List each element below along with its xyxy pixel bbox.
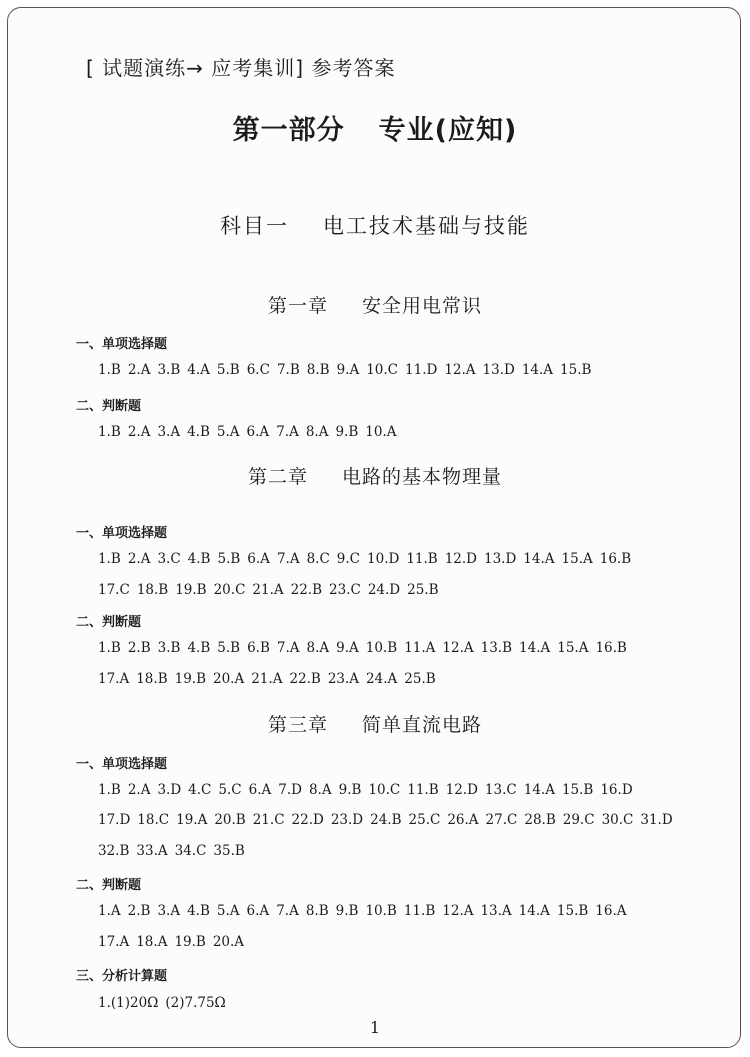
answer-item: 18.B (136, 582, 169, 598)
answer-item: 21.A (251, 671, 283, 687)
answer-item: 6.A (248, 782, 272, 798)
answer-item: 9.A (336, 362, 360, 378)
answer-item: 23.D (330, 812, 364, 828)
answer-item: 28.B (524, 812, 556, 828)
answer-item: 33.A (136, 843, 168, 859)
answer-item: 13.D (484, 551, 517, 567)
bracket-open: [ (86, 56, 95, 80)
answer-item: 19.B (174, 934, 206, 950)
answer-row (98, 671, 443, 687)
answer-item: 18.C (137, 812, 170, 828)
answer-item: 20.C (213, 582, 246, 598)
answer-item: 11.B (403, 903, 436, 919)
answer-item: 7.D (278, 782, 302, 798)
answer-item: 32.B (98, 843, 130, 859)
answer-row (98, 424, 404, 440)
document-page (7, 7, 741, 1048)
answer-item: 12.A (442, 903, 474, 919)
answer-item: 10.A (365, 424, 397, 440)
answer-item: 10.D (367, 551, 400, 567)
answer-item: 9.A (336, 640, 359, 656)
arrow-icon: → (186, 56, 204, 80)
answer-item: 4.A (187, 362, 210, 378)
answer-item: 14.A (519, 640, 551, 656)
answer-item: 1.B (98, 782, 121, 798)
answer-item: 20.B (214, 812, 246, 828)
answer-item: 8.B (305, 903, 329, 919)
answer-item: 10.B (365, 903, 397, 919)
chapter-title: 第三章 简单直流电路 (267, 714, 483, 736)
answer-item: 4.C (188, 782, 212, 798)
answer-item: 11.B (407, 782, 439, 798)
answer-item: 15.A (557, 640, 589, 656)
answer-item: 24.D (367, 582, 401, 598)
answer-item: 16.A (595, 903, 627, 919)
answer-item: 19.B (174, 671, 206, 687)
answer-item: 3.B (157, 362, 181, 378)
answer-row (98, 782, 640, 798)
answer-item: 14.A (523, 551, 555, 567)
answer-item: 20.A (212, 934, 245, 950)
part-title: 第一部分 专业(应知) (232, 115, 518, 146)
answer-row (98, 582, 446, 598)
answer-item: 17.A (98, 671, 130, 687)
answer-item: 13.D (482, 362, 515, 378)
answer-item: 18.B (136, 671, 168, 687)
chapter-title: 第一章 安全用电常识 (267, 295, 483, 317)
answer-item: 19.B (175, 582, 207, 598)
answer-item: 22.D (291, 812, 324, 828)
answer-item: 15.B (561, 782, 594, 798)
answer-item: 5.C (218, 782, 242, 798)
answer-item: 8.A (306, 640, 330, 656)
answer-item: 2.B (127, 640, 151, 656)
answer-item: 4.B (187, 424, 210, 440)
answer-item: 6.A (246, 424, 270, 440)
chapter-title: 第二章 电路的基本物理量 (247, 466, 503, 488)
answer-item: 9.B (335, 903, 359, 919)
answer-item: 1.A (98, 903, 121, 919)
answer-item: 23.A (327, 671, 360, 687)
answer-item: 15.B (556, 903, 589, 919)
answer-item: 15.A (561, 551, 593, 567)
answer-item: 7.A (276, 424, 299, 440)
answer-item: 9.B (338, 782, 362, 798)
answer-item: 24.A (366, 671, 398, 687)
answer-item: 8.C (306, 551, 330, 567)
answer-item: 14.A (518, 903, 550, 919)
answer-item: 1.B (98, 640, 121, 656)
section-label: 一、单项选择题 (76, 337, 168, 352)
answer-item: 13.C (484, 782, 517, 798)
answer-item: 2.A (127, 424, 151, 440)
answer-item: 8.B (306, 362, 330, 378)
answer-item: 1.B (98, 362, 121, 378)
header-suffix: 参考答案 (311, 56, 396, 80)
answer-item: 16.D (600, 782, 633, 798)
answer-item: 7.A (276, 551, 300, 567)
answer-row (98, 362, 598, 378)
header-line (86, 52, 395, 81)
answer-item: (2)7.75Ω (165, 995, 226, 1011)
answer-item: 20.A (213, 671, 245, 687)
answer-item: 13.B (480, 640, 513, 656)
answer-item: 12.A (444, 362, 476, 378)
answer-item: 6.B (247, 640, 270, 656)
answer-item: 10.C (368, 782, 401, 798)
section-label: 二、判断题 (76, 399, 142, 414)
answer-item: 4.B (187, 551, 211, 567)
answer-item: 17.A (98, 934, 130, 950)
answer-item: 5.A (216, 903, 240, 919)
answer-item: 14.A (521, 362, 554, 378)
answer-row (98, 551, 638, 567)
section-label: 一、单项选择题 (76, 757, 168, 772)
answer-item: 5.A (216, 424, 240, 440)
answer-row (98, 934, 251, 950)
answer-item: 2.A (127, 551, 151, 567)
answer-item: 12.A (442, 640, 474, 656)
answer-item: 5.B (217, 640, 241, 656)
answer-item: 1.B (98, 551, 121, 567)
answer-item: 27.C (485, 812, 518, 828)
answer-item: 10.C (366, 362, 399, 378)
answer-item: 22.B (289, 671, 321, 687)
answer-item: 25.B (404, 671, 436, 687)
answer-item: 21.A (252, 582, 284, 598)
answer-item: 17.C (98, 582, 130, 598)
answer-item: 14.A (523, 782, 555, 798)
answer-item: 10.B (365, 640, 398, 656)
answer-row (98, 995, 233, 1011)
answer-item: 13.A (480, 903, 512, 919)
answer-item: 21.C (252, 812, 285, 828)
section-label: 二、判断题 (76, 878, 142, 893)
answer-item: 29.C (562, 812, 595, 828)
answer-item: 16.B (595, 640, 627, 656)
answer-item: 11.A (404, 640, 436, 656)
answer-item: 4.B (187, 903, 210, 919)
answer-item: 5.B (216, 362, 240, 378)
answer-item: 18.A (136, 934, 168, 950)
subject-title: 科目一 电工技术基础与技能 (220, 214, 530, 238)
answer-item: 23.C (329, 582, 361, 598)
answer-item: 2.B (127, 903, 151, 919)
answer-row (98, 903, 634, 919)
answer-item: 7.A (276, 640, 300, 656)
answer-item: 2.A (127, 782, 151, 798)
header-title: 试题演练 (102, 56, 187, 80)
answer-item: 25.C (408, 812, 441, 828)
answer-item: 12.D (444, 551, 477, 567)
answer-item: 9.C (336, 551, 361, 567)
section-label: 二、判断题 (76, 615, 142, 630)
section-label: 三、分析计算题 (76, 969, 168, 984)
answer-item: 15.B (560, 362, 592, 378)
answer-item: 34.C (174, 843, 207, 859)
answer-item: 25.B (407, 582, 439, 598)
answer-item: 31.D (640, 812, 673, 828)
answer-item: 4.B (187, 640, 211, 656)
answer-item: 3.A (157, 424, 181, 440)
answer-item: 5.B (217, 551, 241, 567)
answer-item: 26.A (447, 812, 479, 828)
answer-item: 11.D (405, 362, 438, 378)
answer-item: 1.(1)20Ω (98, 995, 159, 1011)
answer-item: 16.B (599, 551, 632, 567)
answer-item: 17.D (98, 812, 131, 828)
answer-item: 8.A (305, 424, 329, 440)
page-number: 1 (369, 1018, 381, 1037)
answer-item: 6.A (246, 903, 270, 919)
answer-item: 19.A (176, 812, 208, 828)
answer-item: 7.B (276, 362, 300, 378)
answer-item: 12.D (445, 782, 478, 798)
answer-item: 9.B (335, 424, 359, 440)
answer-item: 7.A (276, 903, 299, 919)
answer-item: 11.B (406, 551, 438, 567)
answer-row (98, 812, 680, 828)
answer-item: 6.C (246, 362, 270, 378)
answer-row (98, 640, 634, 656)
answer-row (98, 843, 252, 859)
answer-item: 1.B (98, 424, 121, 440)
section-label: 一、单项选择题 (76, 526, 168, 541)
answer-item: 3.B (157, 640, 181, 656)
header-subtitle: 应考集训 (211, 56, 296, 80)
answer-item: 8.A (308, 782, 332, 798)
answer-item: 3.D (157, 782, 182, 798)
answer-item: 3.C (157, 551, 181, 567)
answer-item: 3.A (157, 903, 181, 919)
bracket-close: ] (295, 56, 305, 80)
answer-item: 35.B (213, 843, 245, 859)
answer-item: 30.C (601, 812, 634, 828)
answer-item: 22.B (290, 582, 323, 598)
answer-item: 2.A (127, 362, 151, 378)
answer-item: 6.A (247, 551, 270, 567)
answer-item: 24.B (370, 812, 402, 828)
